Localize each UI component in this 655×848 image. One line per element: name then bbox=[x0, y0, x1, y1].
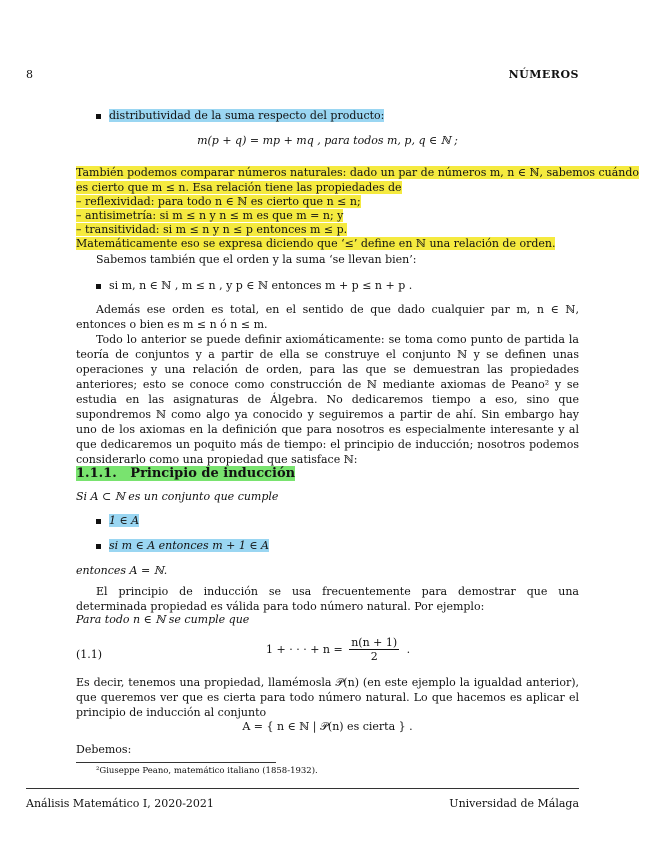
paragraph-decir: Es decir, tenemos una propiedad, llamémosla 𝒫(n) (en este ejemplo la igualdad anterior), que queremos ver que es cierta para todo número natural. Lo que hacemos es aplicar el principio de inducción al conjunto bbox=[76, 676, 579, 719]
example-intro: Para todo n ∈ ℕ se cumple que bbox=[76, 613, 250, 626]
highlight-line-4: – antisimetría: si m ≤ n y n ≤ m es que m = n; y bbox=[76, 209, 344, 222]
set-formula: A = { n ∈ ℕ | 𝒫(n) es cierta } . bbox=[242, 720, 413, 733]
paragraph-total: Además ese orden es total, en el sentido de que dado cualquier par m, n ∈ ℕ, entonces o bien es m ≤ n ó n ≤ m. bbox=[76, 303, 579, 331]
section-title: Principio de inducción bbox=[130, 466, 296, 481]
footer-course: Análisis Matemático I, 2020-2021 bbox=[26, 797, 214, 810]
induction-bullet-1: 1 ∈ A bbox=[96, 514, 139, 527]
distributividad-formula: m(p + q) = mp + mq , para todos m, p, q ∈ ℕ ; bbox=[197, 134, 458, 147]
bullet-marker bbox=[96, 114, 101, 119]
equation-lhs: 1 + · · · + n = bbox=[266, 643, 343, 656]
debemos-text: Debemos: bbox=[76, 743, 132, 756]
bullet-marker bbox=[96, 519, 101, 524]
distributividad-text: distributividad de la suma respecto del producto: bbox=[109, 109, 385, 122]
equation-numerator: n(n + 1) bbox=[351, 636, 398, 649]
footer-rule bbox=[26, 788, 579, 789]
section-number: 1.1.1. bbox=[76, 466, 117, 481]
equation-tail: . bbox=[406, 643, 411, 656]
highlight-line-6: Matemáticamente eso se expresa diciendo que ‘≤’ define en ℕ una relación de orden. bbox=[76, 237, 556, 250]
highlight-line-1: También podemos comparar números naturales: dado un par de números m, n ∈ ℕ, sabemos cuándo bbox=[76, 166, 640, 179]
paragraph-uso: El principio de inducción se usa frecuentemente para demostrar que una determinada propiedad es válida para todo número natural. Por ejemplo: bbox=[76, 585, 579, 613]
chapter-title: NÚMEROS bbox=[508, 68, 579, 81]
induction-conclusion: entonces A = ℕ. bbox=[76, 564, 168, 577]
induction-intro: Si A ⊂ ℕ es un conjunto que cumple bbox=[76, 490, 279, 503]
bullet-marker bbox=[96, 544, 101, 549]
orden-suma-bullet: si m, n ∈ ℕ , m ≤ n , y p ∈ ℕ entonces m + p ≤ n + p . bbox=[96, 279, 412, 292]
equation-fraction bbox=[349, 636, 399, 663]
page-number: 8 bbox=[26, 68, 33, 81]
footer-university: Universidad de Málaga bbox=[449, 797, 579, 810]
paragraph-axiomatic: Todo lo anterior se puede definir axiomáticamente: se toma como punto de partida la teoría de conjuntos y a partir de ella se construye el conjunto ℕ y se definen unas operaciones y una relación de orden, para las que se demuestran las propiedades anteriores; esto se conoce como construcción de ℕ mediante axiomas de Peano² y se estudia en las asignaturas de Álgebra. No dedicaremos tiempo a eso, sino que supondremos ℕ como algo ya conocido y seguiremos a partir de ahí. Sin embargo hay uno de los axiomas en la definición que para nosotros es especialmente interesante y al que dedicaremos un poquito más de tiempo: el principio de inducción; nosotros podemos considerarlo como una propiedad que satisface ℕ: bbox=[76, 333, 579, 466]
footnote: ²Giuseppe Peano, matemático italiano (1858-1932). bbox=[96, 766, 318, 776]
equation-label: (1.1) bbox=[76, 648, 103, 661]
equation-denominator: 2 bbox=[370, 650, 378, 663]
highlight-line-3: – reflexividad: para todo n ∈ ℕ es cierto que n ≤ n; bbox=[76, 195, 361, 208]
equation-1-1 bbox=[266, 636, 410, 663]
bullet-marker bbox=[96, 284, 101, 289]
highlight-line-5: – transitividad: si m ≤ n y n ≤ p entonces m ≤ p. bbox=[76, 223, 348, 236]
section-heading bbox=[76, 466, 295, 481]
bullet-distributividad bbox=[96, 109, 384, 122]
orden-suma-intro: Sabemos también que el orden y la suma ‘se llevan bien’: bbox=[96, 253, 417, 266]
highlight-line-2: es cierto que m ≤ n. Esa relación tiene las propiedades de bbox=[76, 181, 402, 194]
induction-bullet-2: si m ∈ A entonces m + 1 ∈ A bbox=[96, 539, 269, 552]
footnote-rule bbox=[76, 762, 276, 763]
